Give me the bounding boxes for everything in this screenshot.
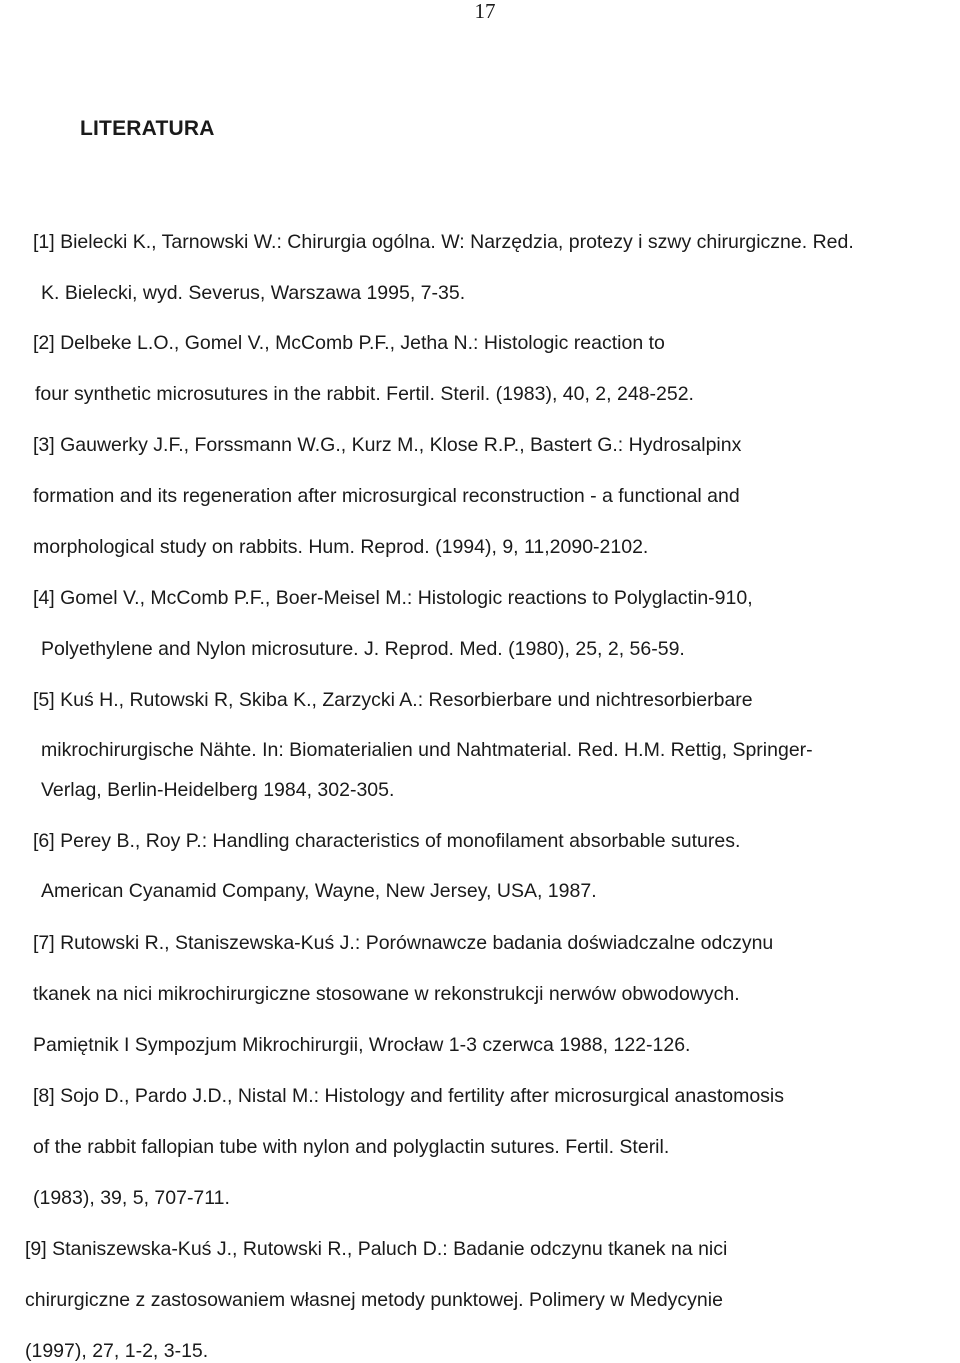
reference-line: [6] Perey B., Roy P.: Handling characteristics of monofilament absorbable sutures.	[33, 830, 741, 852]
reference-line: American Cyanamid Company, Wayne, New Jersey, USA, 1987.	[41, 880, 597, 902]
reference-line: (1997), 27, 1-2, 3-15.	[25, 1340, 209, 1362]
reference-line: [8] Sojo D., Pardo J.D., Nistal M.: Histology and fertility after microsurgical anastomosis	[33, 1085, 785, 1107]
reference-line: [7] Rutowski R., Staniszewska-Kuś J.: Porównawcze badania doświadczalne odczynu	[33, 932, 774, 954]
reference-line: [4] Gomel V., McComb P.F., Boer-Meisel M.: Histologic reactions to Polyglactin-910,	[33, 587, 753, 609]
reference-line: Polyethylene and Nylon microsuture. J. Reprod. Med. (1980), 25, 2, 56-59.	[41, 638, 685, 660]
reference-line: formation and its regeneration after microsurgical reconstruction - a functional and	[33, 485, 740, 507]
reference-line: tkanek na nici mikrochirurgiczne stosowane w rekonstrukcji nerwów obwodowych.	[33, 983, 740, 1005]
reference-line: [2] Delbeke L.O., Gomel V., McComb P.F., Jetha N.: Histologic reaction to	[33, 332, 665, 354]
reference-line: Pamiętnik I Sympozjum Mikrochirurgii, Wrocław 1-3 czerwca 1988, 122-126.	[33, 1034, 691, 1056]
reference-line: K. Bielecki, wyd. Severus, Warszawa 1995, 7-35.	[41, 282, 466, 304]
reference-line: chirurgiczne z zastosowaniem własnej metody punktowej. Polimery w Medycynie	[25, 1289, 723, 1311]
reference-line: [5] Kuś H., Rutowski R, Skiba K., Zarzycki A.: Resorbierbare und nichtresorbierbare	[33, 689, 753, 711]
reference-line: [9] Staniszewska-Kuś J., Rutowski R., Paluch D.: Badanie odczynu tkanek na nici	[25, 1238, 728, 1260]
reference-line: four synthetic microsutures in the rabbit. Fertil. Steril. (1983), 40, 2, 248-252.	[35, 383, 694, 405]
page-title: LITERATURA	[80, 117, 215, 140]
reference-line: Verlag, Berlin-Heidelberg 1984, 302-305.	[41, 779, 395, 801]
page-number: 17	[474, 0, 496, 23]
reference-line: (1983), 39, 5, 707-711.	[33, 1187, 230, 1209]
reference-line: morphological study on rabbits. Hum. Reprod. (1994), 9, 11,2090-2102.	[33, 536, 649, 558]
reference-line: mikrochirurgische Nähte. In: Biomaterialien und Nahtmaterial. Red. H.M. Rettig, Springer-	[41, 739, 813, 761]
reference-line: [1] Bielecki K., Tarnowski W.: Chirurgia ogólna. W: Narzędzia, protezy i szwy chirurgiczne. Red.	[33, 231, 854, 253]
reference-line: of the rabbit fallopian tube with nylon and polyglactin sutures. Fertil. Steril.	[33, 1136, 670, 1158]
reference-line: [3] Gauwerky J.F., Forssmann W.G., Kurz M., Klose R.P., Bastert G.: Hydrosalpinx	[33, 434, 742, 456]
